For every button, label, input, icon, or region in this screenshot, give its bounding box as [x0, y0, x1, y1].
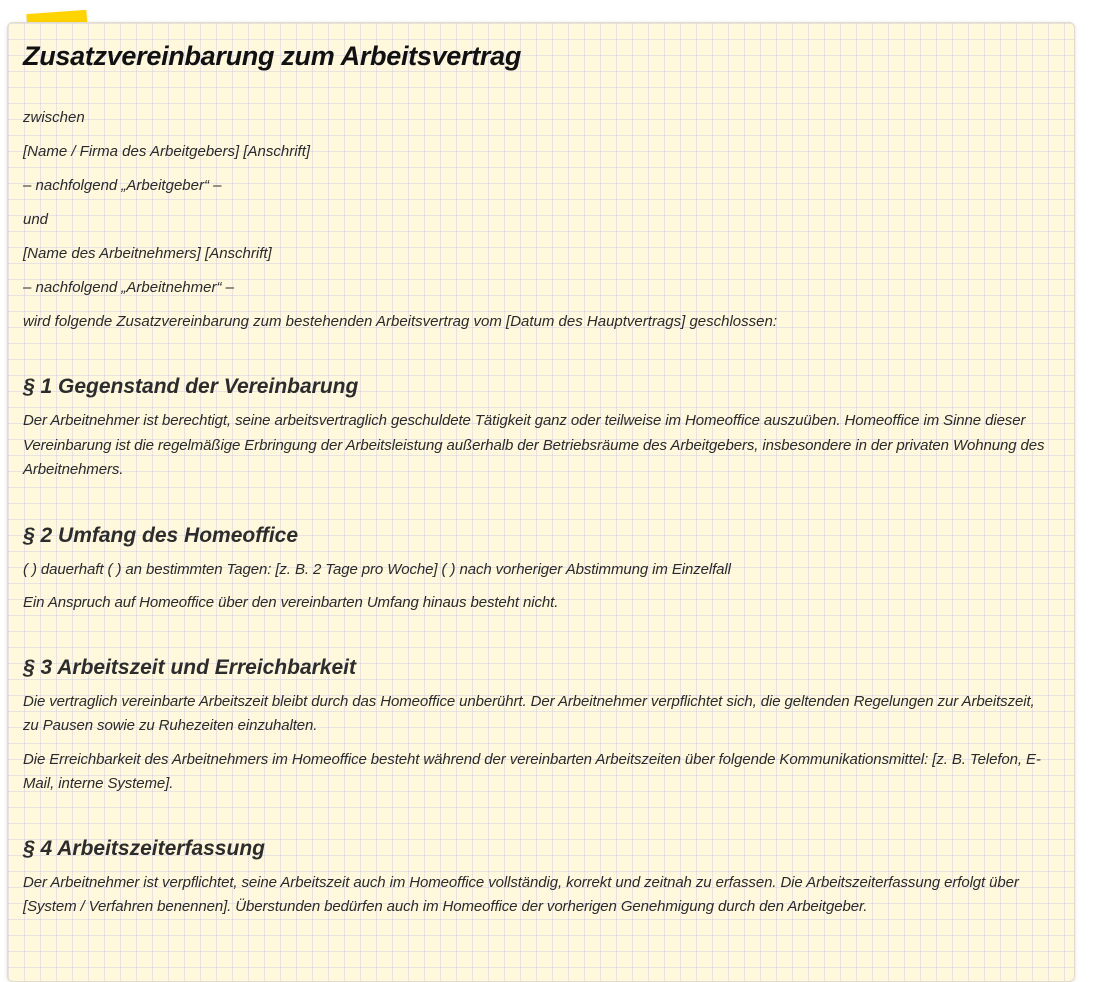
section-paragraph: Ein Anspruch auf Homeoffice über den vereinbarten Umfang hinaus besteht nicht.: [23, 594, 559, 611]
section-heading: § 2 Umfang des Homeoffice: [23, 523, 299, 547]
section-heading: § 3 Arbeitszeit und Erreichbarkeit: [23, 655, 356, 679]
section-1: [23, 372, 1053, 483]
page-title: Zusatzvereinbarung zum Arbeitsvertrag: [23, 41, 522, 71]
intro-line: [Name des Arbeitnehmers] [Anschrift]: [23, 245, 272, 262]
section-heading: § 1 Gegenstand der Vereinbarung: [23, 375, 359, 398]
document-content: [23, 38, 1053, 920]
intro-line: – nachfolgend „Arbeitgeber“ –: [23, 177, 222, 194]
section-4: [23, 834, 1053, 920]
section-heading: § 4 Arbeitszeiterfassung: [23, 836, 265, 860]
section-paragraph: ( ) dauerhaft ( ) an bestimmten Tagen: [z. B. 2 Tage pro Woche] ( ) nach vorheriger Abstimmung im Einzelfall: [23, 560, 731, 578]
section-paragraph: Der Arbeitnehmer ist verpflichtet, seine Arbeitszeit auch im Homeoffice vollständig, korrekt und zeitnah zu erfassen. Die Arbeitszeiterfassung erfolgt über [System / Verfahren benennen]. Überstunden bedürfen auch im Homeoffice der vorherigen Genehmigung durch den Arbeitgeber.: [23, 873, 1019, 915]
section-3: [23, 653, 1053, 797]
section-paragraph: Die Erreichbarkeit des Arbeitnehmers im Homeoffice besteht während der vereinbarten Arbeitszeiten über folgende Kommunikationsmittel: [z. B. Telefon, E-Mail, interne Systeme].: [23, 750, 1041, 792]
section-paragraph: Der Arbeitnehmer ist berechtigt, seine arbeitsvertraglich geschuldete Tätigkeit ganz oder teilweise im Homeoffice auszuüben. Homeoffice im Sinne dieser Vereinbarung ist die regelmäßige Erbringung der Arbeitsleistung außerhalb der Betriebsräume des Arbeitgebers, insbesondere in der privaten Wohnung des Arbeitnehmers.: [23, 412, 1045, 478]
section-2: [23, 521, 1053, 616]
intro-line: [Name / Firma des Arbeitgebers] [Anschrift]: [23, 143, 311, 160]
contract-parties: [23, 101, 1053, 339]
intro-line: und: [23, 211, 49, 228]
intro-line: wird folgende Zusatzvereinbarung zum bestehenden Arbeitsvertrag vom [Datum des Hauptvertrags] geschlossen:: [23, 313, 778, 330]
intro-line: zwischen: [23, 109, 85, 126]
intro-line: – nachfolgend „Arbeitnehmer“ –: [23, 279, 234, 296]
section-paragraph: Die vertraglich vereinbarte Arbeitszeit bleibt durch das Homeoffice unberührt. Der Arbeitnehmer verpflichtet sich, die geltenden Regelungen zur Arbeitszeit, zu Pausen sowie zu Ruhezeiten einzuhalten.: [23, 692, 1035, 734]
